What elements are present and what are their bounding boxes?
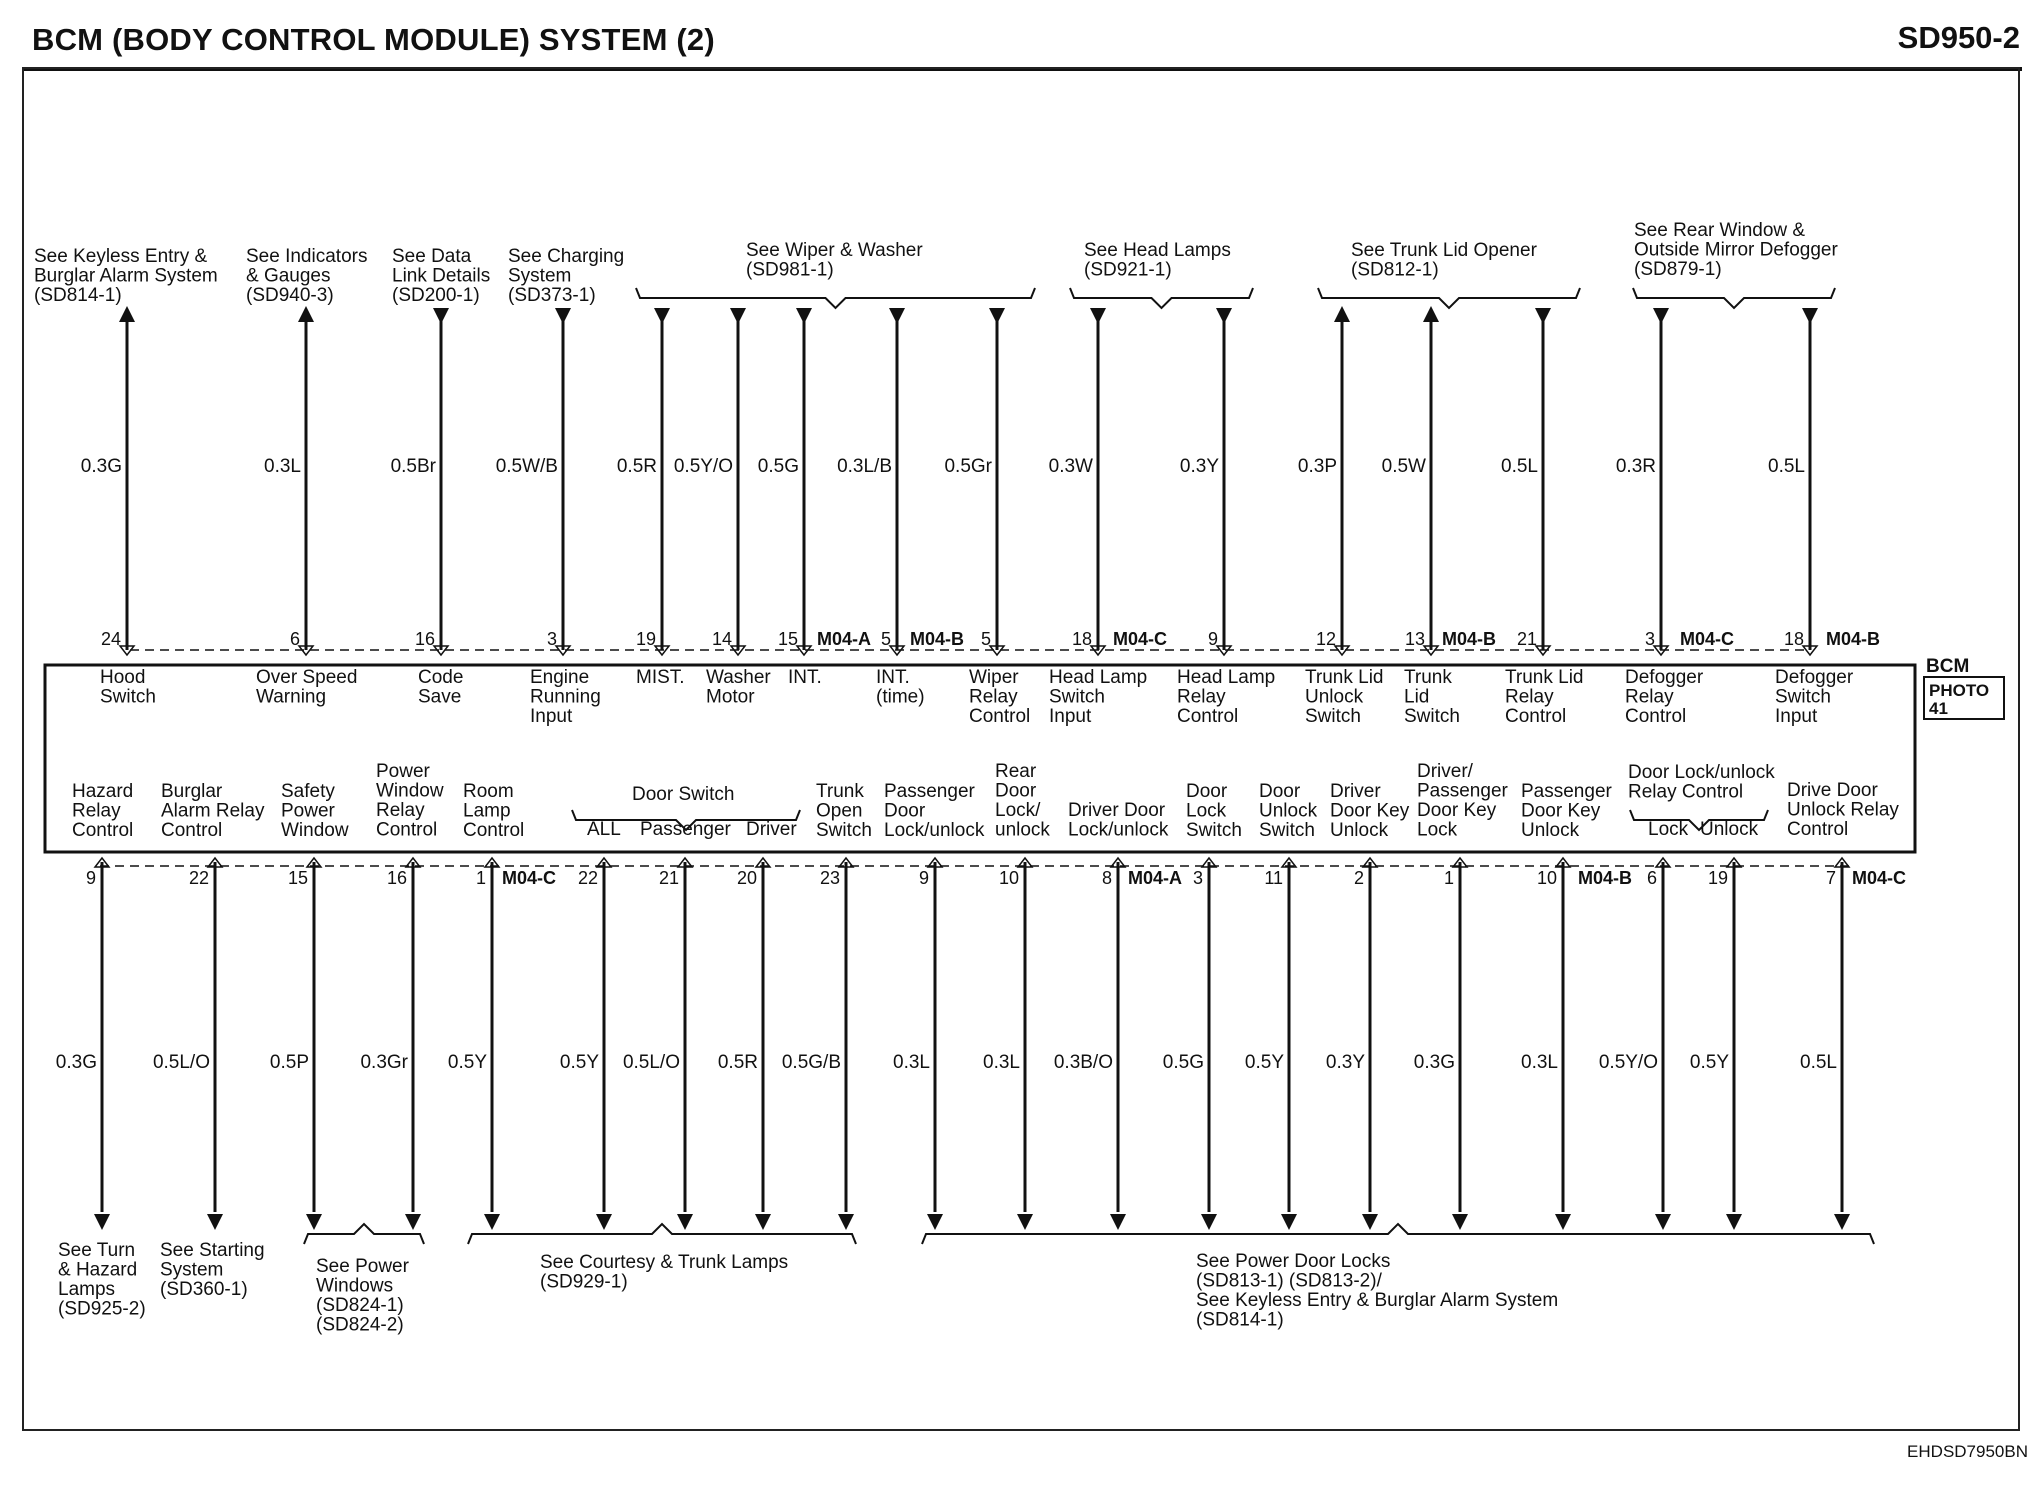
bcm-terminal-label: Unlock xyxy=(1700,819,1759,840)
wire-color-label: 0.5Y xyxy=(559,1052,599,1073)
wire-color-label: 0.5R xyxy=(616,456,657,477)
defogger-bracket xyxy=(1633,288,1835,308)
signal-out-arrow-icon xyxy=(1110,1214,1126,1230)
signal-out-arrow-icon xyxy=(1017,1214,1033,1230)
wire-color-label: 0.3G xyxy=(55,1052,97,1073)
photo-label: PHOTO 41 xyxy=(1929,681,1990,718)
wire-color-label: 0.3Y xyxy=(1179,456,1219,477)
bcm-terminal-label: Trunk Lid Unlock Switch xyxy=(1305,667,1384,727)
reference-note: See Charging System (SD373-1) xyxy=(508,246,625,306)
connector-id: M04-B xyxy=(910,629,965,649)
reference-note: See Data Link Details (SD200-1) xyxy=(392,246,491,306)
pin-number: 15 xyxy=(777,629,798,649)
power-windows-bracket xyxy=(304,1224,424,1244)
page-title: BCM (BODY CONTROL MODULE) SYSTEM (2) xyxy=(32,22,715,57)
wiper-bracket xyxy=(636,288,1035,308)
bcm-terminal-label: Safety Power Window xyxy=(281,781,349,841)
wire-color-label: 0.5Y/O xyxy=(1598,1052,1658,1073)
connector-id: M04-A xyxy=(817,629,872,649)
wire-color-label: 0.5L/O xyxy=(152,1052,210,1073)
wire-color-label: 0.5L xyxy=(1501,456,1538,477)
connector-id: M04-C xyxy=(1113,629,1168,649)
pin-number: 12 xyxy=(1315,629,1336,649)
signal-out-arrow-icon xyxy=(298,306,314,322)
wire-color-label: 0.3L xyxy=(893,1052,930,1073)
bcm-terminal-label: Driver xyxy=(746,819,797,840)
pin-number: 9 xyxy=(1207,629,1218,649)
pin-number: 3 xyxy=(1644,629,1655,649)
door-lock-relay-group-label: Door Lock/unlock Relay Control xyxy=(1628,762,1775,803)
wire-color-label: 0.5L xyxy=(1768,456,1805,477)
signal-in-arrow-icon xyxy=(889,308,905,324)
bcm-terminal-label: Head Lamp Relay Control xyxy=(1177,667,1276,727)
wire-color-label: 0.5Y xyxy=(1244,1052,1284,1073)
reference-note: See Turn & Hazard Lamps (SD925-2) xyxy=(58,1240,146,1320)
signal-out-arrow-icon xyxy=(484,1214,500,1230)
bcm-terminal-label: ALL xyxy=(587,819,621,840)
pin-number: 22 xyxy=(577,868,598,888)
signal-out-arrow-icon xyxy=(1655,1214,1671,1230)
pin-number: 22 xyxy=(188,868,209,888)
bcm-terminal-label: Door Lock Switch xyxy=(1186,781,1242,841)
pin-number: 5 xyxy=(880,629,891,649)
wire-color-label: 0.5R xyxy=(717,1052,758,1073)
wire-color-label: 0.3L xyxy=(983,1052,1020,1073)
bcm-terminal-label: Code Save xyxy=(418,667,464,708)
reference-note: See Head Lamps (SD921-1) xyxy=(1084,240,1231,281)
wire-color-label: 0.5Gr xyxy=(944,456,992,477)
signal-in-arrow-icon xyxy=(1535,308,1551,324)
pin-number: 2 xyxy=(1353,868,1364,888)
pin-number: 23 xyxy=(819,868,840,888)
pin-number: 11 xyxy=(1264,868,1283,888)
pin-number: 20 xyxy=(736,868,757,888)
bcm-terminal-label: Trunk Lid Switch xyxy=(1404,667,1460,727)
connector-id: M04-C xyxy=(1680,629,1735,649)
pin-number: 10 xyxy=(1536,868,1557,888)
connector-id: M04-C xyxy=(502,868,557,888)
bcm-terminal-label: Passenger Door Lock/unlock xyxy=(884,781,985,841)
reference-note: See Trunk Lid Opener (SD812-1) xyxy=(1351,240,1537,281)
pin-number: 15 xyxy=(287,868,308,888)
pin-number: 18 xyxy=(1783,629,1804,649)
wire-color-label: 0.5P xyxy=(269,1052,309,1073)
bcm-terminal-label: Over Speed Warning xyxy=(256,667,358,708)
bcm-terminal-label: Lock xyxy=(1648,819,1689,840)
pin-number: 6 xyxy=(1646,868,1657,888)
pin-number: 13 xyxy=(1404,629,1425,649)
signal-out-arrow-icon xyxy=(1281,1214,1297,1230)
wire-color-label: 0.3L/B xyxy=(837,456,892,477)
signal-in-arrow-icon xyxy=(1216,308,1232,324)
signal-out-arrow-icon xyxy=(927,1214,943,1230)
wire-color-label: 0.3B/O xyxy=(1053,1052,1113,1073)
signal-out-arrow-icon xyxy=(596,1214,612,1230)
door-locks-bracket xyxy=(922,1224,1874,1244)
signal-in-arrow-icon xyxy=(1802,308,1818,324)
pin-number: 14 xyxy=(711,629,732,649)
signal-out-arrow-icon xyxy=(1726,1214,1742,1230)
reference-note: See Power Windows (SD824-1) (SD824-2) xyxy=(316,1256,409,1336)
pin-number: 9 xyxy=(918,868,929,888)
bcm-terminal-label: Rear Door Lock/ unlock xyxy=(995,761,1050,841)
bcm-terminal-label: Defogger Relay Control xyxy=(1625,667,1704,727)
wire-color-label: 0.5Y xyxy=(447,1052,487,1073)
wire-color-label: 0.5Y xyxy=(1689,1052,1729,1073)
connector-id: M04-C xyxy=(1852,868,1907,888)
reference-note: See Keyless Entry & Burglar Alarm System (SD814-1) xyxy=(34,246,218,306)
bcm-terminal-label: Driver Door Key Unlock xyxy=(1330,781,1410,841)
wire-color-label: 0.3W xyxy=(1048,456,1093,477)
signal-in-arrow-icon xyxy=(730,308,746,324)
pin-number: 1 xyxy=(475,868,486,888)
wire-color-label: 0.5Br xyxy=(390,456,436,477)
bcm-terminal-label: INT. xyxy=(788,667,822,688)
signal-in-arrow-icon xyxy=(433,308,449,324)
signal-out-arrow-icon xyxy=(1834,1214,1850,1230)
signal-out-arrow-icon xyxy=(677,1214,693,1230)
pin-number: 8 xyxy=(1101,868,1112,888)
reference-note: See Wiper & Washer (SD981-1) xyxy=(746,240,923,281)
signal-out-arrow-icon xyxy=(1452,1214,1468,1230)
pin-number: 16 xyxy=(414,629,435,649)
door-switch-group-label: Door Switch xyxy=(632,784,735,805)
bcm-terminal-label: Trunk Lid Relay Control xyxy=(1505,667,1584,727)
pin-number: 16 xyxy=(386,868,407,888)
bcm-terminal-label: MIST. xyxy=(636,667,685,688)
pin-number: 18 xyxy=(1071,629,1092,649)
bcm-terminal-label: Head Lamp Switch Input xyxy=(1049,667,1148,727)
pin-number: 7 xyxy=(1825,868,1836,888)
wire-color-label: 0.5W/B xyxy=(495,456,558,477)
footer-code: EHDSD7950BN xyxy=(1907,1442,2028,1461)
bcm-terminal-label: Passenger xyxy=(640,819,731,840)
pin-number: 6 xyxy=(289,629,300,649)
pin-number: 21 xyxy=(1516,629,1537,649)
pin-number: 3 xyxy=(1192,868,1203,888)
wire-color-label: 0.5L xyxy=(1800,1052,1837,1073)
bcm-terminal-label: Driver Door Lock/unlock xyxy=(1068,800,1169,841)
bcm-terminal-label: Door Unlock Switch xyxy=(1259,781,1318,841)
reference-note: See Courtesy & Trunk Lamps (SD929-1) xyxy=(540,1252,789,1293)
signal-out-arrow-icon xyxy=(1555,1214,1571,1230)
wire-color-label: 0.5G xyxy=(757,456,799,477)
signal-in-arrow-icon xyxy=(796,308,812,324)
signal-out-arrow-icon xyxy=(94,1214,110,1230)
pin-number: 19 xyxy=(1707,868,1728,888)
wire-color-label: 0.3G xyxy=(80,456,122,477)
bcm-terminal-label: Engine Running Input xyxy=(530,667,601,727)
signal-out-arrow-icon xyxy=(207,1214,223,1230)
bcm-terminal-label: Driver/ Passenger Door Key Lock xyxy=(1417,761,1508,841)
wire-color-label: 0.5L/O xyxy=(622,1052,680,1073)
pin-number: 5 xyxy=(980,629,991,649)
wire-color-label: 0.5G xyxy=(1162,1052,1204,1073)
wire-color-label: 0.5Y/O xyxy=(673,456,733,477)
signal-out-arrow-icon xyxy=(838,1214,854,1230)
wire-color-label: 0.3L xyxy=(1521,1052,1558,1073)
signal-out-arrow-icon xyxy=(1334,306,1350,322)
signal-in-arrow-icon xyxy=(654,308,670,324)
signal-out-arrow-icon xyxy=(1362,1214,1378,1230)
pin-number: 3 xyxy=(546,629,557,649)
pin-number: 21 xyxy=(658,868,679,888)
bcm-terminal-label: Defogger Switch Input xyxy=(1775,667,1854,727)
page-code: SD950-2 xyxy=(1897,20,2020,55)
bcm-terminal-label: Passenger Door Key Unlock xyxy=(1521,781,1612,841)
pin-number: 10 xyxy=(998,868,1019,888)
bcm-terminal-label: Room Lamp Control xyxy=(463,781,525,841)
signal-in-arrow-icon xyxy=(989,308,1005,324)
bcm-terminal-label: Burglar Alarm Relay Control xyxy=(161,781,265,841)
connector-id: M04-A xyxy=(1128,868,1183,888)
wire-color-label: 0.3R xyxy=(1615,456,1656,477)
pin-number: 24 xyxy=(100,629,121,649)
bcm-terminal-label: Hazard Relay Control xyxy=(72,781,134,841)
signal-out-arrow-icon xyxy=(1201,1214,1217,1230)
bcm-label: BCM xyxy=(1926,656,1970,677)
signal-out-arrow-icon xyxy=(119,306,135,322)
signal-in-arrow-icon xyxy=(1653,308,1669,324)
connector-id: M04-B xyxy=(1578,868,1633,888)
wire-color-label: 0.5W xyxy=(1381,456,1426,477)
wire-color-label: 0.3P xyxy=(1297,456,1337,477)
connector-id: M04-B xyxy=(1442,629,1497,649)
bcm-terminal-label: Drive Door Unlock Relay Control xyxy=(1787,780,1899,840)
signal-in-arrow-icon xyxy=(1090,308,1106,324)
signal-out-arrow-icon xyxy=(1423,306,1439,322)
pin-number: 1 xyxy=(1443,868,1454,888)
wire-color-label: 0.3Gr xyxy=(360,1052,408,1073)
signal-in-arrow-icon xyxy=(555,308,571,324)
wire-color-label: 0.3L xyxy=(264,456,301,477)
reference-note: See Indicators & Gauges (SD940-3) xyxy=(246,246,368,306)
trunklid-bracket xyxy=(1318,288,1580,308)
wire-color-label: 0.3G xyxy=(1413,1052,1455,1073)
wire-color-label: 0.3Y xyxy=(1325,1052,1365,1073)
bcm-terminal-label: Trunk Open Switch xyxy=(816,781,872,841)
wire-color-label: 0.5G/B xyxy=(781,1052,841,1073)
reference-note: See Starting System (SD360-1) xyxy=(160,1240,265,1300)
signal-out-arrow-icon xyxy=(755,1214,771,1230)
connector-id: M04-B xyxy=(1826,629,1881,649)
bcm-terminal-label: Washer Motor xyxy=(706,667,771,708)
bcm-terminal-label: Hood Switch xyxy=(100,667,156,708)
reference-note: See Power Door Locks (SD813-1) (SD813-2)/ See Keyless Entry & Burglar Alarm System (SD814-1) xyxy=(1196,1251,1559,1331)
signal-out-arrow-icon xyxy=(405,1214,421,1230)
pin-number: 19 xyxy=(635,629,656,649)
headlamp-bracket xyxy=(1070,288,1253,308)
bcm-terminal-label: INT. (time) xyxy=(876,667,925,708)
courtesy-lamps-bracket xyxy=(468,1224,856,1244)
bcm-terminal-label: Power Window Relay Control xyxy=(376,761,444,841)
pin-number: 9 xyxy=(85,868,96,888)
bcm-terminal-label: Wiper Relay Control xyxy=(969,667,1031,727)
reference-note: See Rear Window & Outside Mirror Defogger (SD879-1) xyxy=(1634,220,1838,280)
signal-out-arrow-icon xyxy=(306,1214,322,1230)
